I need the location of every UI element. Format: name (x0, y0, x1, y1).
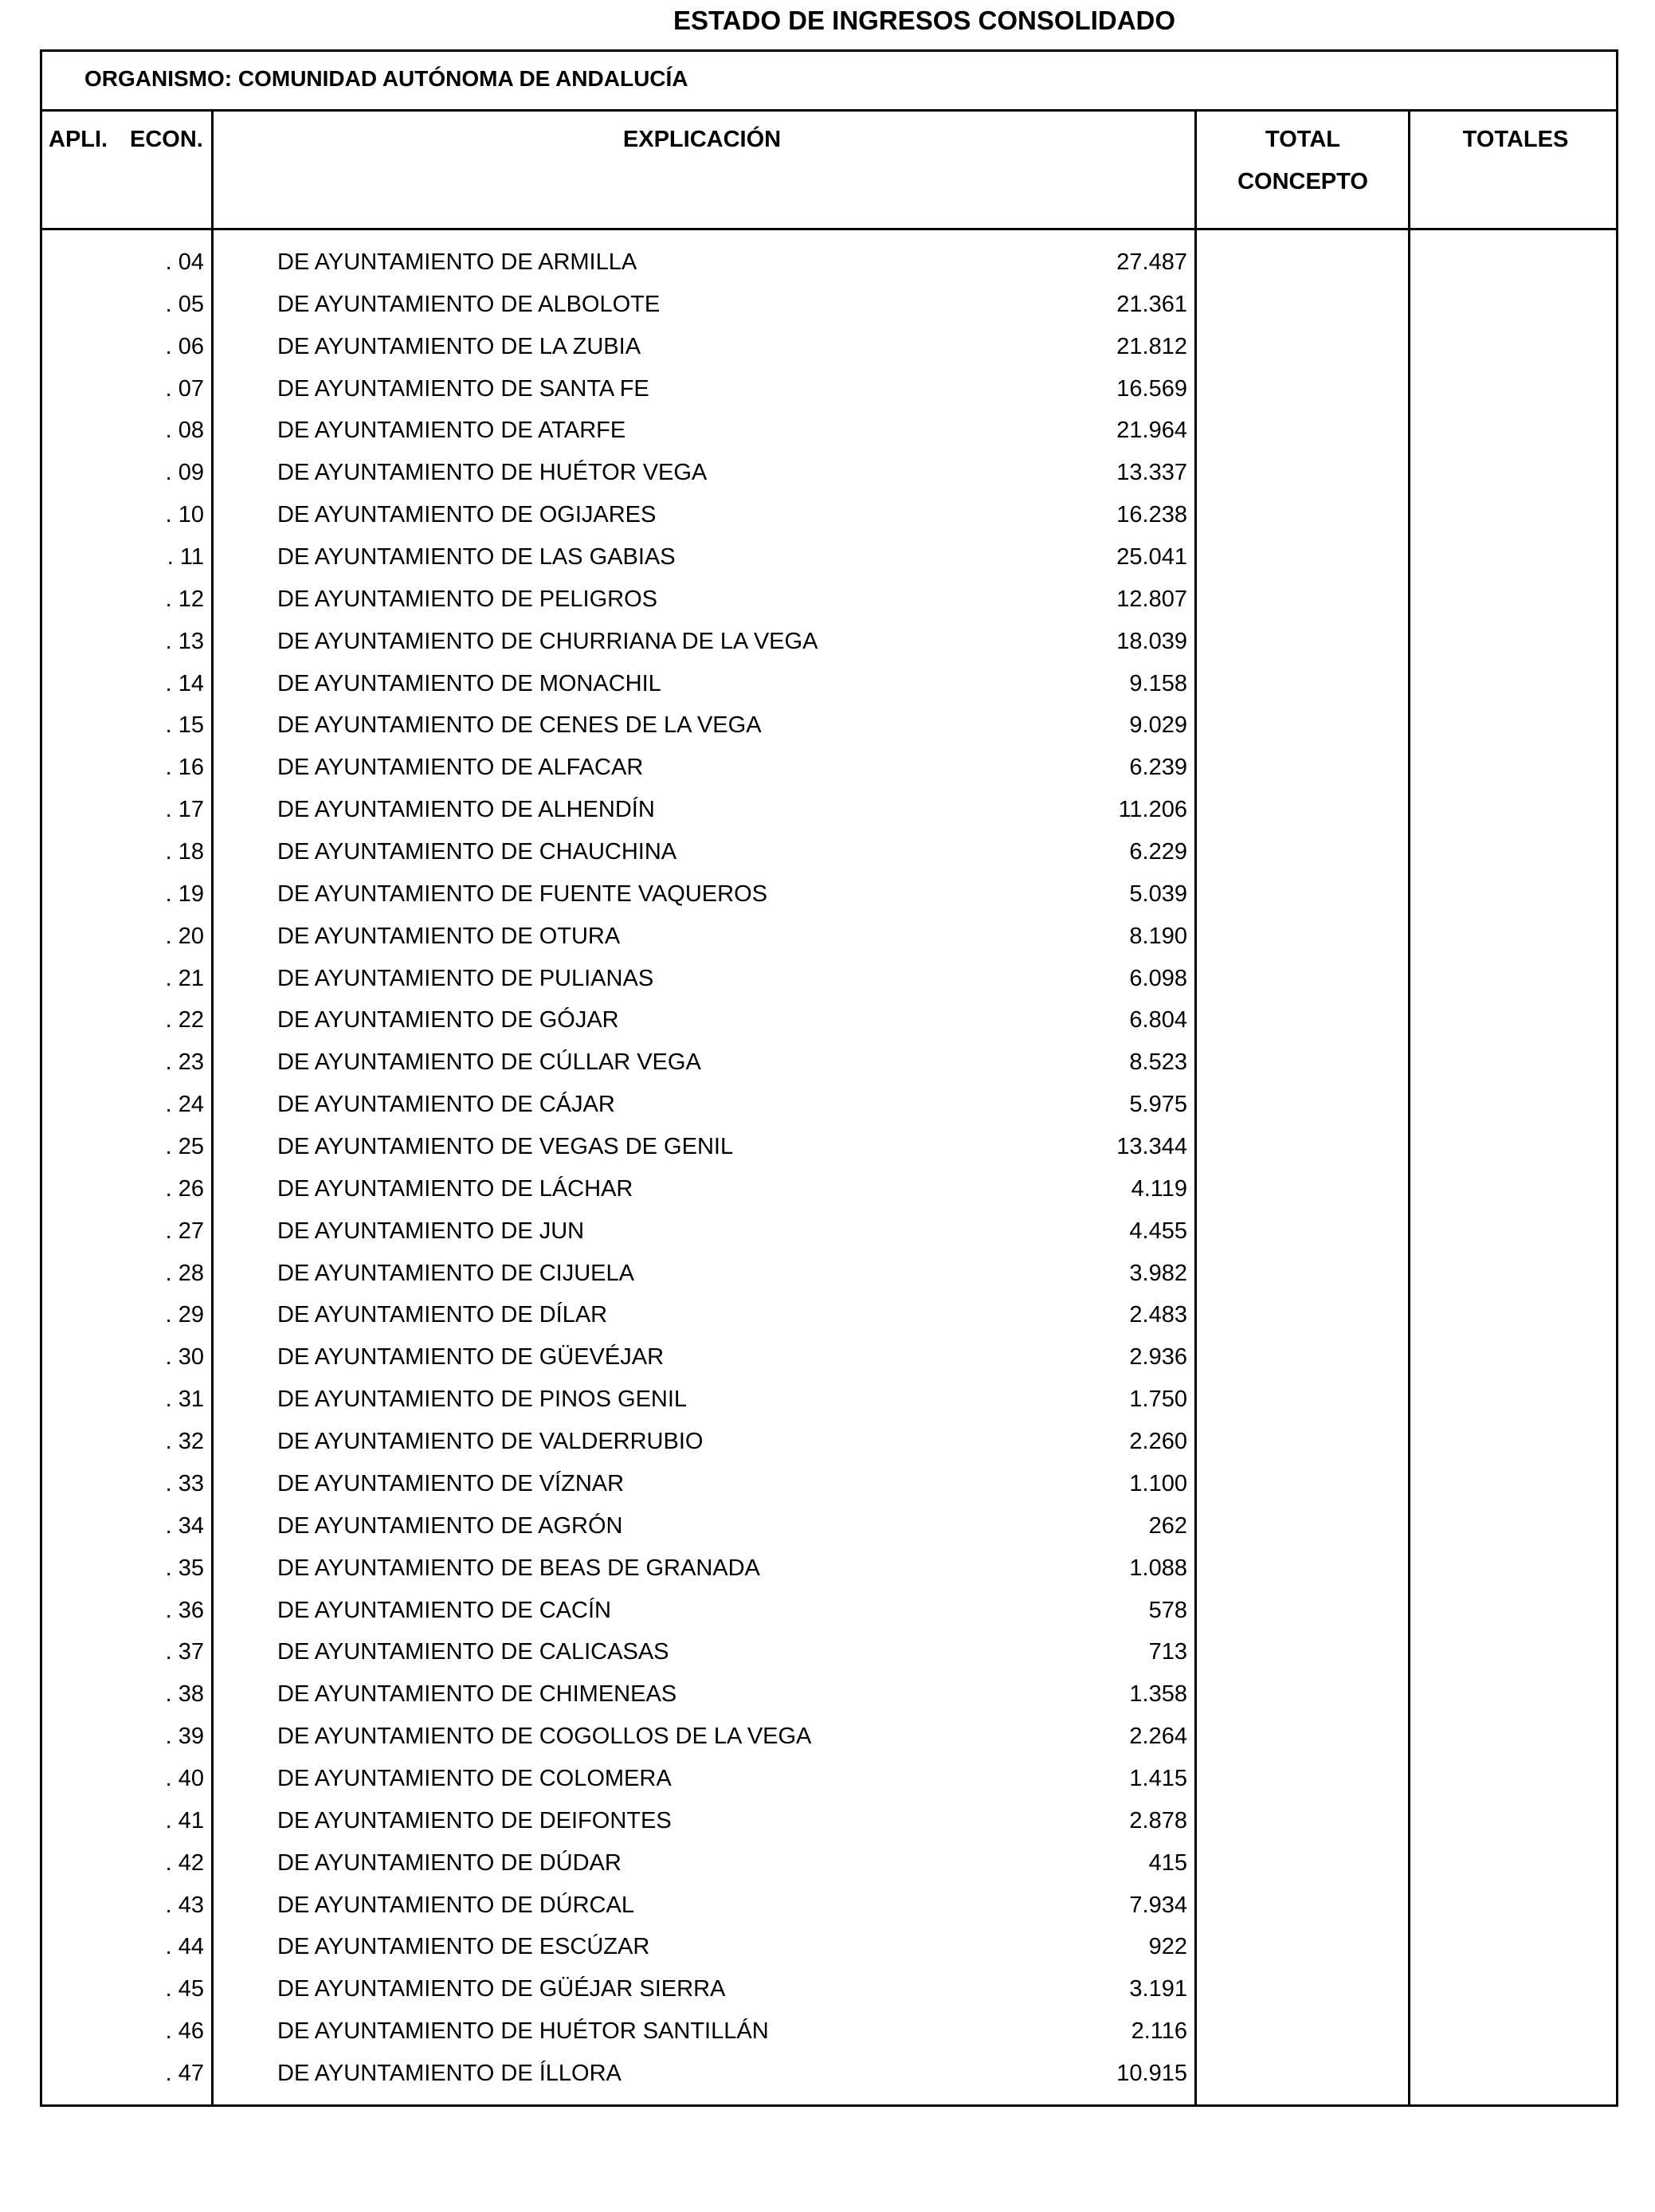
row-explicacion: DE AYUNTAMIENTO DE LA ZUBIA (277, 333, 641, 359)
row-amount: 8.190 (1129, 923, 1187, 949)
row-amount: 578 (1148, 1597, 1187, 1623)
header-separator (42, 228, 1616, 230)
row-code: . 18 (165, 839, 204, 865)
row-code: . 32 (165, 1429, 204, 1455)
row-code: . 38 (165, 1681, 204, 1708)
row-explicacion: DE AYUNTAMIENTO DE CÁJAR (277, 1092, 615, 1118)
table-row (42, 1968, 1616, 2010)
row-amount: 4.119 (1131, 1175, 1187, 1202)
row-explicacion: DE AYUNTAMIENTO DE ALFACAR (277, 755, 644, 781)
row-amount: 1.750 (1129, 1386, 1187, 1413)
row-amount: 922 (1148, 1934, 1187, 1960)
table-row (42, 1126, 1616, 1168)
row-code: . 07 (165, 375, 204, 402)
table-row (42, 284, 1616, 326)
row-amount: 18.039 (1116, 628, 1187, 654)
row-explicacion: DE AYUNTAMIENTO DE VÍZNAR (277, 1470, 625, 1496)
row-explicacion: DE AYUNTAMIENTO DE ESCÚZAR (277, 1934, 650, 1960)
row-amount: 25.041 (1116, 544, 1187, 571)
table-row (42, 1716, 1616, 1758)
table-row (42, 916, 1616, 958)
row-code: . 30 (165, 1344, 204, 1371)
row-explicacion: DE AYUNTAMIENTO DE DÚRCAL (277, 1892, 634, 1918)
table-row (42, 831, 1616, 873)
row-code: . 31 (165, 1386, 204, 1413)
table-row (42, 958, 1616, 1000)
table-row (42, 1505, 1616, 1547)
table-row (42, 452, 1616, 494)
row-code: . 17 (165, 797, 204, 823)
table-row (42, 1253, 1616, 1295)
row-amount: 2.878 (1129, 1807, 1187, 1834)
row-code: . 41 (165, 1807, 204, 1834)
row-amount: 6.239 (1129, 755, 1187, 781)
row-code: . 25 (165, 1134, 204, 1160)
row-code: . 13 (165, 628, 204, 654)
row-explicacion: DE AYUNTAMIENTO DE BEAS DE GRANADA (277, 1555, 760, 1581)
row-amount: 16.569 (1116, 375, 1187, 402)
row-code: . 43 (165, 1892, 204, 1918)
row-code: . 23 (165, 1049, 204, 1076)
row-amount: 2.260 (1129, 1429, 1187, 1455)
row-explicacion: DE AYUNTAMIENTO DE DÚDAR (277, 1849, 622, 1876)
row-code: . 46 (165, 2018, 204, 2045)
row-code: . 19 (165, 880, 204, 907)
row-explicacion: DE AYUNTAMIENTO DE SANTA FE (277, 375, 649, 402)
row-code: . 34 (165, 1512, 204, 1539)
row-code: . 05 (165, 291, 204, 317)
row-explicacion: DE AYUNTAMIENTO DE CHAUCHINA (277, 839, 677, 865)
row-amount: 262 (1148, 1512, 1187, 1539)
table-row (42, 326, 1616, 368)
row-explicacion: DE AYUNTAMIENTO DE MONACHIL (277, 670, 661, 696)
row-code: . 09 (165, 460, 204, 486)
row-explicacion: DE AYUNTAMIENTO DE DEIFONTES (277, 1807, 672, 1834)
row-explicacion: DE AYUNTAMIENTO DE CHURRIANA DE LA VEGA (277, 628, 818, 654)
table-row (42, 1758, 1616, 1800)
row-code: . 15 (165, 712, 204, 739)
row-amount: 21.964 (1116, 418, 1187, 444)
row-explicacion: DE AYUNTAMIENTO DE LAS GABIAS (277, 544, 676, 571)
row-amount: 2.483 (1129, 1302, 1187, 1328)
row-explicacion: DE AYUNTAMIENTO DE HUÉTOR SANTILLÁN (277, 2018, 769, 2045)
table-row (42, 1379, 1616, 1421)
row-code: . 44 (165, 1934, 204, 1960)
table-row (42, 1547, 1616, 1590)
table-row (42, 704, 1616, 747)
table-row (42, 1631, 1616, 1673)
row-code: . 39 (165, 1724, 204, 1750)
table-row (42, 1800, 1616, 1842)
table-body (42, 241, 1616, 2095)
row-code: . 47 (165, 2060, 204, 2086)
row-explicacion: DE AYUNTAMIENTO DE ÍLLORA (277, 2060, 622, 2086)
row-explicacion: DE AYUNTAMIENTO DE COGOLLOS DE LA VEGA (277, 1724, 812, 1750)
row-code: . 42 (165, 1849, 204, 1876)
table-row (42, 1336, 1616, 1379)
table-row (42, 536, 1616, 578)
row-amount: 1.088 (1129, 1555, 1187, 1581)
table-row (42, 1590, 1616, 1632)
organismo-row (42, 52, 1616, 112)
row-code: . 16 (165, 755, 204, 781)
header-total-concepto: TOTAL CONCEPTO (1237, 127, 1368, 194)
row-amount: 415 (1148, 1849, 1187, 1876)
row-amount: 10.915 (1116, 2060, 1187, 2086)
row-amount: 21.361 (1116, 291, 1187, 317)
row-code: . 26 (165, 1175, 204, 1202)
table-row (42, 663, 1616, 705)
row-amount: 6.229 (1129, 839, 1187, 865)
row-explicacion: DE AYUNTAMIENTO DE GÜÉJAR SIERRA (277, 1976, 726, 2002)
row-amount: 16.238 (1116, 502, 1187, 528)
row-amount: 7.934 (1129, 1892, 1187, 1918)
row-amount: 3.982 (1129, 1260, 1187, 1286)
table-row (42, 1084, 1616, 1126)
table-row (42, 747, 1616, 789)
table-row (42, 621, 1616, 663)
row-explicacion: DE AYUNTAMIENTO DE COLOMERA (277, 1765, 672, 1791)
row-amount: 9.158 (1129, 670, 1187, 696)
table-row (42, 1210, 1616, 1253)
row-explicacion: DE AYUNTAMIENTO DE LÁCHAR (277, 1175, 633, 1202)
row-explicacion: DE AYUNTAMIENTO DE DÍLAR (277, 1302, 608, 1328)
table-row (42, 1041, 1616, 1084)
row-amount: 8.523 (1129, 1049, 1187, 1076)
table-row (42, 1673, 1616, 1716)
row-code: . 37 (165, 1639, 204, 1665)
row-amount: 2.936 (1129, 1344, 1187, 1371)
table-row (42, 1294, 1616, 1336)
row-explicacion: DE AYUNTAMIENTO DE PINOS GENIL (277, 1386, 688, 1413)
row-code: . 21 (165, 965, 204, 991)
row-explicacion: DE AYUNTAMIENTO DE CACÍN (277, 1597, 611, 1623)
row-amount: 1.358 (1129, 1681, 1187, 1708)
document-title: ESTADO DE INGRESOS CONSOLIDADO (673, 6, 1176, 35)
table-row (42, 789, 1616, 831)
row-explicacion: DE AYUNTAMIENTO DE CENES DE LA VEGA (277, 712, 762, 739)
header-apli: APLI. (49, 127, 108, 152)
table-row (42, 1842, 1616, 1885)
row-code: . 04 (165, 249, 204, 275)
row-amount: 27.487 (1116, 249, 1187, 275)
row-amount: 6.804 (1129, 1007, 1187, 1033)
row-amount: 2.264 (1129, 1724, 1187, 1750)
row-explicacion: DE AYUNTAMIENTO DE CIJUELA (277, 1260, 634, 1286)
row-code: . 08 (165, 418, 204, 444)
row-explicacion: DE AYUNTAMIENTO DE ATARFE (277, 418, 626, 444)
table-row (42, 410, 1616, 452)
row-explicacion: DE AYUNTAMIENTO DE GÜEVÉJAR (277, 1344, 665, 1371)
row-amount: 713 (1148, 1639, 1187, 1665)
row-code: . 10 (165, 502, 204, 528)
row-code: . 33 (165, 1470, 204, 1496)
row-amount: 13.344 (1116, 1134, 1187, 1160)
row-amount: 9.029 (1129, 712, 1187, 739)
row-code: . 40 (165, 1765, 204, 1791)
table-row (42, 1463, 1616, 1505)
table-row (42, 1885, 1616, 1927)
table-row (42, 999, 1616, 1041)
row-code: . 22 (165, 1007, 204, 1033)
table-row (42, 241, 1616, 284)
organismo-label: ORGANISMO: COMUNIDAD AUTÓNOMA DE ANDALUCÍA (84, 66, 688, 91)
row-code: . 29 (165, 1302, 204, 1328)
table-row (42, 494, 1616, 536)
row-explicacion: DE AYUNTAMIENTO DE OGIJARES (277, 502, 657, 528)
income-table (40, 49, 1618, 2107)
row-explicacion: DE AYUNTAMIENTO DE VEGAS DE GENIL (277, 1134, 734, 1160)
row-explicacion: DE AYUNTAMIENTO DE PELIGROS (277, 586, 657, 612)
table-row (42, 2053, 1616, 2095)
row-explicacion: DE AYUNTAMIENTO DE PULIANAS (277, 965, 654, 991)
row-code: . 20 (165, 923, 204, 949)
row-amount: 2.116 (1131, 2018, 1187, 2045)
row-amount: 21.812 (1116, 333, 1187, 359)
row-explicacion: DE AYUNTAMIENTO DE VALDERRUBIO (277, 1429, 704, 1455)
row-code: . 28 (165, 1260, 204, 1286)
row-code: . 06 (165, 333, 204, 359)
row-amount: 5.975 (1129, 1092, 1187, 1118)
table-row (42, 2010, 1616, 2053)
header-explicacion: EXPLICACIÓN (622, 127, 782, 152)
row-amount: 5.039 (1129, 880, 1187, 907)
row-amount: 6.098 (1129, 965, 1187, 991)
row-explicacion: DE AYUNTAMIENTO DE CÚLLAR VEGA (277, 1049, 701, 1076)
table-row (42, 1421, 1616, 1463)
row-explicacion: DE AYUNTAMIENTO DE ARMILLA (277, 249, 637, 275)
row-explicacion: DE AYUNTAMIENTO DE GÓJAR (277, 1007, 619, 1033)
row-explicacion: DE AYUNTAMIENTO DE JUN (277, 1218, 585, 1244)
table-row (42, 1168, 1616, 1210)
row-explicacion: DE AYUNTAMIENTO DE AGRÓN (277, 1512, 623, 1539)
row-explicacion: DE AYUNTAMIENTO DE OTURA (277, 923, 621, 949)
row-code: . 12 (165, 586, 204, 612)
row-code: . 27 (165, 1218, 204, 1244)
row-amount: 13.337 (1116, 460, 1187, 486)
row-amount: 11.206 (1118, 797, 1187, 823)
row-explicacion: DE AYUNTAMIENTO DE CHIMENEAS (277, 1681, 677, 1708)
row-amount: 12.807 (1116, 586, 1187, 612)
row-amount: 1.100 (1129, 1470, 1187, 1496)
row-code: . 45 (165, 1976, 204, 2002)
header-econ: ECON. (130, 127, 203, 152)
table-row (42, 578, 1616, 621)
row-code: . 11 (167, 544, 204, 571)
row-explicacion: DE AYUNTAMIENTO DE FUENTE VAQUEROS (277, 880, 767, 907)
row-code: . 35 (165, 1555, 204, 1581)
row-explicacion: DE AYUNTAMIENTO DE CALICASAS (277, 1639, 669, 1665)
table-row (42, 873, 1616, 916)
table-row (42, 1926, 1616, 1968)
table-row (42, 368, 1616, 410)
row-explicacion: DE AYUNTAMIENTO DE ALHENDÍN (277, 797, 655, 823)
row-code: . 14 (165, 670, 204, 696)
header-totales: TOTALES (1462, 127, 1569, 152)
row-explicacion: DE AYUNTAMIENTO DE HUÉTOR VEGA (277, 460, 708, 486)
row-amount: 1.415 (1129, 1765, 1187, 1791)
row-code: . 36 (165, 1597, 204, 1623)
row-explicacion: DE AYUNTAMIENTO DE ALBOLOTE (277, 291, 661, 317)
row-code: . 24 (165, 1092, 204, 1118)
row-amount: 3.191 (1129, 1976, 1187, 2002)
row-amount: 4.455 (1129, 1218, 1187, 1244)
